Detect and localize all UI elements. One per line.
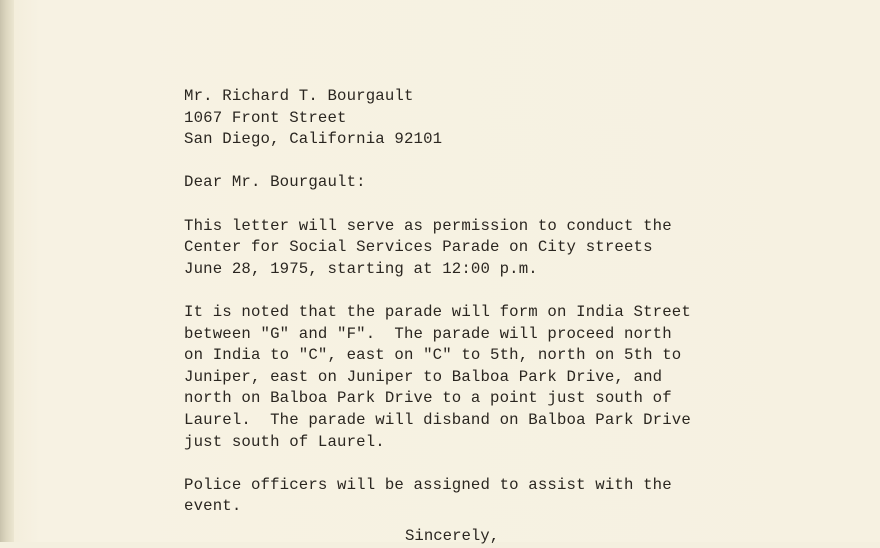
paragraph2-line: Laurel. The parade will disband on Balboa Park Drive [184, 410, 691, 429]
paragraph2-line: It is noted that the parade will form on India Street [184, 302, 691, 321]
paragraph1-line: Center for Social Services Parade on City streets [184, 238, 653, 257]
paragraph1-line: This letter will serve as permission to conduct the [184, 216, 672, 235]
recipient-city: San Diego, California 92101 [184, 130, 443, 149]
letter-body [184, 86, 844, 518]
paragraph3-line: Police officers will be assigned to assist with the [184, 475, 672, 494]
paragraph2-line: north on Balboa Park Drive to a point just south of [184, 389, 672, 408]
paragraph2-line: between "G" and "F". The parade will proceed north [184, 324, 672, 343]
salutation: Dear Mr. Bourgault: [184, 173, 366, 192]
closing: Sincerely, [405, 527, 500, 545]
paragraph3-line: event. [184, 497, 242, 516]
paragraph2-line: on India to "C", east on "C" to 5th, north on 5th to [184, 346, 682, 365]
recipient-name: Mr. Richard T. Bourgault [184, 87, 414, 105]
recipient-street: 1067 Front Street [184, 108, 347, 127]
paragraph1-line: June 28, 1975, starting at 12:00 p.m. [184, 259, 538, 278]
paragraph2-line: just south of Laurel. [184, 432, 385, 451]
paragraph2-line: Juniper, east on Juniper to Balboa Park Drive, and [184, 367, 663, 386]
paper-left-edge [0, 0, 14, 542]
